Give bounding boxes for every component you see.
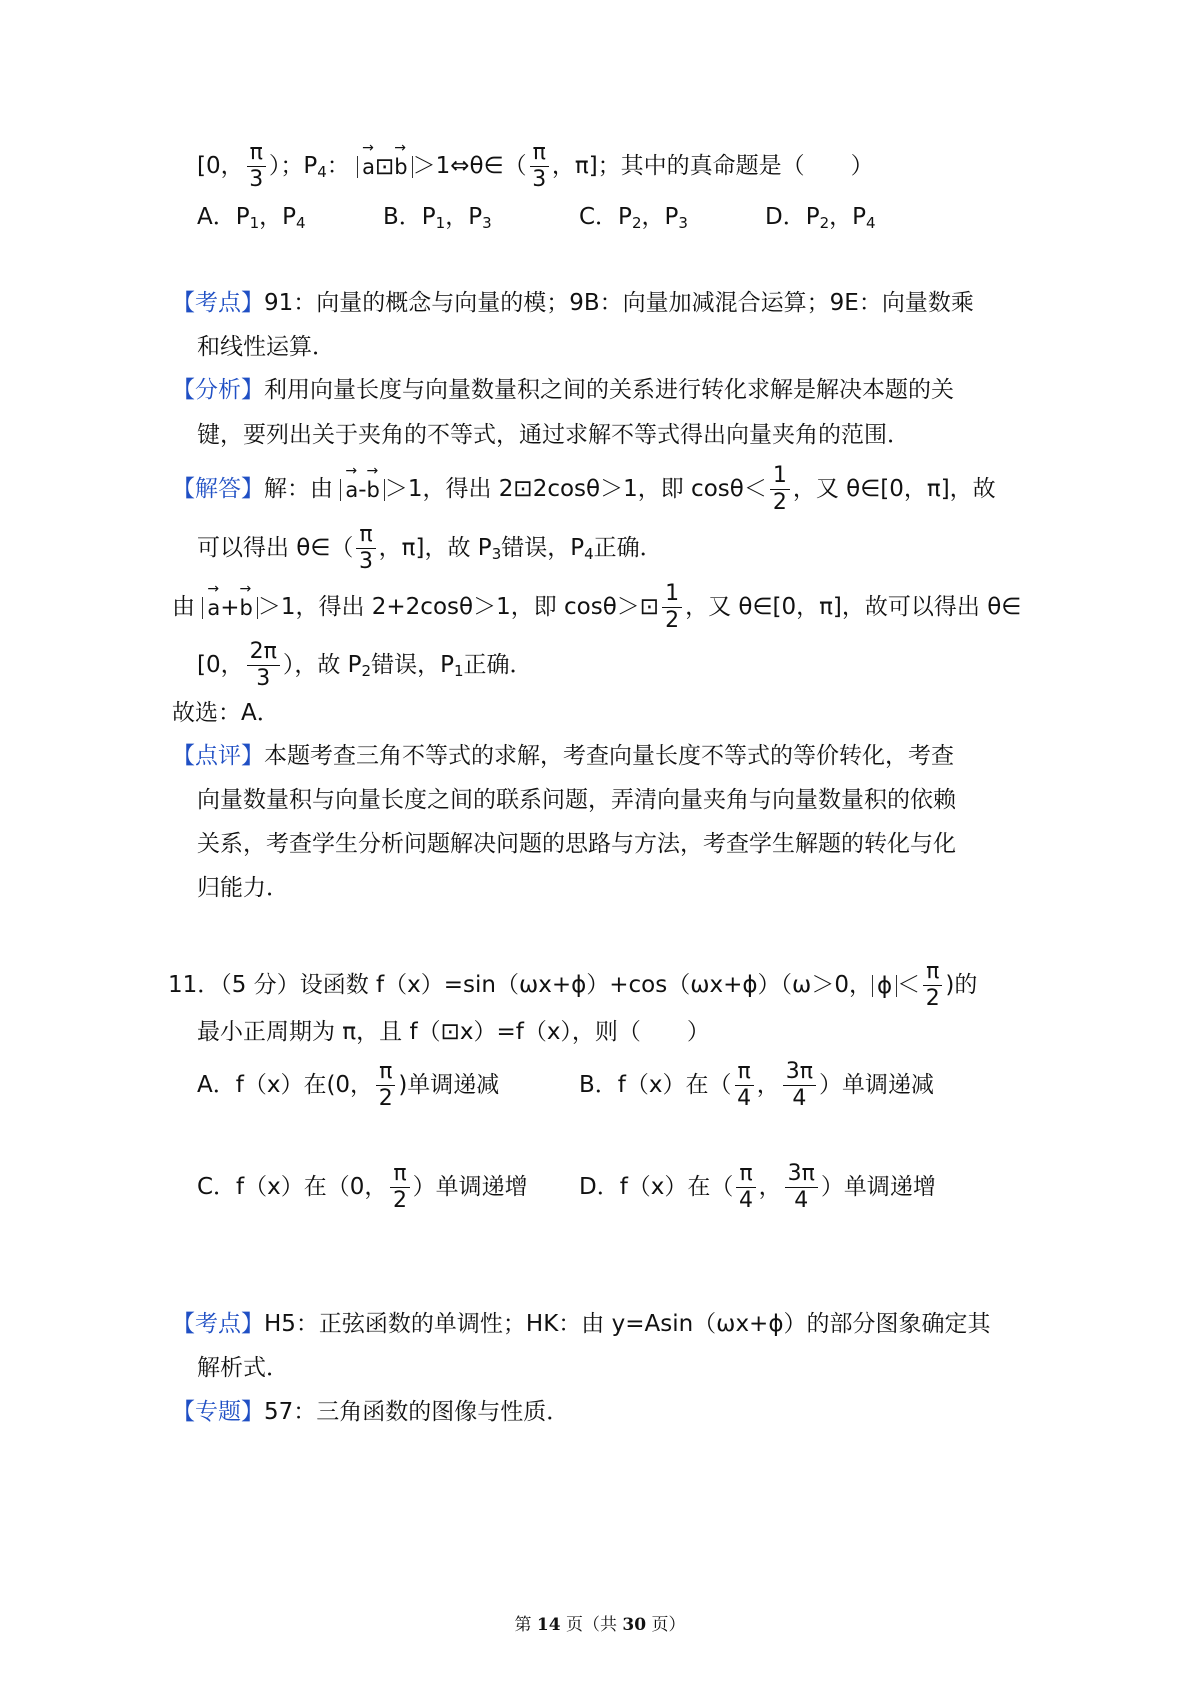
fraction: $\frac{\pi}{3}$ (247, 142, 266, 191)
page-number: 14 (536, 1615, 561, 1635)
q11-line2: 最小正周期为 π，且 f（⊡x）=f（x），则（ ） (197, 1019, 710, 1045)
absolute-value: ϕ (872, 975, 897, 997)
fraction: $\frac{\pi}{4}$ (735, 1061, 754, 1110)
jieda-line2: 可以得出 θ∈（ $\frac{\pi}{3}$ ，π]，故 $P_3$错误，$P_4$正确． (197, 522, 663, 574)
kaodian-line1: 【考点】91：向量的概念与向量的模；9B：向量加减混合运算；9E：向量数乘 (172, 290, 974, 316)
q10-option-c: C．$P_2$，$P_3$ (579, 204, 688, 232)
fraction: $\frac{\pi}{3}$ (530, 142, 549, 191)
fraction: $\frac{\pi}{2}$ (390, 1163, 409, 1212)
dianping-line4: 归能力． (197, 875, 289, 901)
dianping-tag: 【点评】 (172, 743, 264, 769)
guxuan-line: 故选：A． (172, 700, 280, 726)
q10-continuation: [0， $\frac{\pi}{3}$ ）；$P_4$： → a⊡→ b ＞1⇔θ∈（ $\frac{\pi}{3}$ ，π]；其中的真命题是（ ） (197, 142, 874, 191)
vector-magnitude: → a⊡→ b (357, 156, 413, 178)
q10-option-b: B．$P_1$，$P_3$ (383, 204, 492, 232)
q11-zhuanti-line: 【专题】57：三角函数的图像与性质． (172, 1399, 570, 1425)
vector-magnitude: → a-→ b (340, 479, 385, 501)
text: [0， (197, 153, 244, 179)
fraction: $\frac{\pi}{3}$ (356, 524, 375, 573)
jieda-line1: 【解答】解：由 → a-→ b ＞1，得出 2⊡2cosθ＞1，即 cosθ＜ $\frac{1}{2}$ ，又 θ∈[0，π]，故 (172, 465, 996, 514)
fraction: $\frac{3\pi}{4}$ (785, 1163, 818, 1212)
vector-magnitude: → a+→ b (202, 597, 258, 619)
zhuanti-tag: 【专题】 (172, 1399, 264, 1425)
fraction: $\frac{2\pi}{3}$ (247, 641, 280, 690)
kaodian-tag: 【考点】 (172, 1311, 264, 1337)
dianping-line2: 向量数量积与向量长度之间的联系问题，弄清向量夹角与向量数量积的依赖 (197, 787, 956, 813)
page-total: 30 (622, 1615, 647, 1635)
q11-option-c: C．f（x）在（0， $\frac{\pi}{2}$ ）单调递增 (197, 1161, 528, 1213)
dianping-line1: 【点评】本题考查三角不等式的求解，考查向量长度不等式的等价转化，考查 (172, 743, 954, 769)
q11-option-b: B．f（x）在（ $\frac{\pi}{4}$ ， $\frac{3\pi}{4}$ ）单调递减 (579, 1059, 934, 1111)
q11-option-d: D．f（x）在（ $\frac{\pi}{4}$ ， $\frac{3\pi}{4}$ ）单调递增 (579, 1161, 936, 1213)
q11-option-a: A．f（x）在(0， $\frac{\pi}{2}$ )单调递减 (197, 1059, 500, 1111)
q11-kaodian-line2: 解析式． (197, 1355, 289, 1381)
kaodian-tag: 【考点】 (172, 290, 264, 316)
q10-option-d: D．$P_2$，$P_4$ (765, 204, 876, 232)
fenxi-line1: 【分析】利用向量长度与向量数量积之间的关系进行转化求解是解决本题的关 (172, 377, 954, 403)
q11-kaodian-line1: 【考点】H5：正弦函数的单调性；HK：由 y=Asin（ωx+ϕ）的部分图象确定其 (172, 1311, 991, 1337)
fraction: $\frac{\pi}{2}$ (923, 961, 942, 1010)
fraction: $\frac{1}{2}$ (770, 465, 790, 514)
fraction: $\frac{\pi}{4}$ (736, 1163, 755, 1212)
dianping-line3: 关系，考查学生分析问题解决问题的思路与方法，考查学生解题的转化与化 (197, 831, 956, 857)
q11-line1: 11．（5 分）设函数 f（x）=sin（ωx+ϕ）+cos（ωx+ϕ）（ω＞0， ϕ ＜ $\frac{\pi}{2}$ )的 (168, 959, 978, 1011)
you-line1: 由 → a+→ b ＞1，得出 2+2cosθ＞1，即 cosθ＞⊡ $\frac{1}{2}$ ，又 θ∈[0，π]，故可以得出 θ∈ (172, 583, 1021, 632)
jieda-tag: 【解答】 (172, 476, 264, 502)
you-line2: [0， $\frac{2\pi}{3}$ ），故 $P_2$错误，$P_1$正确． (197, 639, 533, 691)
page-footer: 第 14 页（共 30 页） (514, 1615, 686, 1635)
q10-option-a: A．$P_1$，$P_4$ (197, 204, 306, 232)
fraction: $\frac{3\pi}{4}$ (783, 1061, 816, 1110)
fenxi-line2: 键，要列出关于夹角的不等式，通过求解不等式得出向量夹角的范围． (197, 422, 910, 448)
fraction: $\frac{\pi}{2}$ (376, 1061, 395, 1110)
kaodian-line2: 和线性运算． (197, 334, 335, 360)
fraction: $\frac{1}{2}$ (662, 583, 682, 632)
fenxi-tag: 【分析】 (172, 377, 264, 403)
